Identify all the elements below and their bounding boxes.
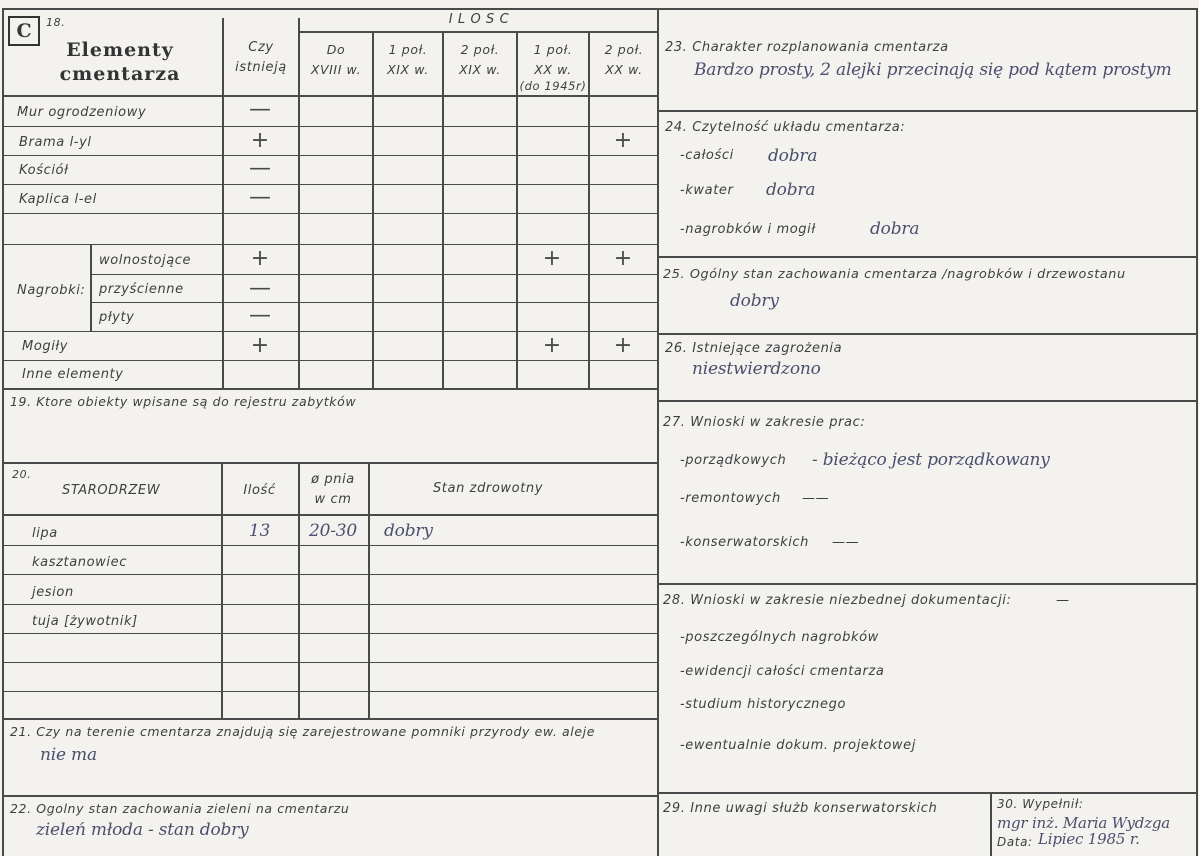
grid-line [2,388,658,390]
title-line: cmentarza [59,63,181,85]
quantity-mark: + [613,128,633,153]
header-line: XVIII w. [310,62,362,77]
header-line: XX w. [534,62,572,77]
grid-line [2,604,658,605]
exists-mark: + [250,333,270,358]
grid-line [2,213,658,214]
section-22-answer: zieleń młoda - stan dobry [36,820,249,840]
item-answer: dobra [870,219,920,239]
grid-line [90,302,658,303]
header-line: ø pnia [311,472,355,487]
grid-line [221,462,223,718]
col-header-name: STARODRZEW [62,483,161,498]
section-26-answer: niestwierdzono [692,359,821,379]
grid-line [298,31,658,33]
header-line: XIX w. [459,62,501,77]
list-item: -ewentualnie dokum. projektowej [680,738,916,753]
grid-line [368,462,370,718]
grid-line [2,244,658,245]
quantity-mark: + [542,333,562,358]
grid-line [657,400,1197,402]
item-answer: —— [832,535,860,550]
grid-line [2,184,658,185]
col-exists-header [224,38,298,78]
header-line: 1 poł. [388,42,428,57]
border-top [2,8,1197,10]
section-29-label: 29. Inne uwagi służb konserwatorskich [663,801,938,816]
section-28-label: 28. Wnioski w zakresie niezbednej dokumentacji: [663,593,1012,608]
section-21-answer: nie ma [40,745,97,765]
section-22-label: 22. Ogolny stan zachowania zieleni na cmentarzu [10,801,350,816]
section-23-label: 23. Charakter rozplanowania cmentarza [665,40,949,55]
section-28-dash: — [1056,593,1070,608]
section-23-answer: Bardzo prosty, 2 alejki przecinają się pod kątem prostym [694,60,1172,80]
grid-line [442,32,444,388]
section-27-label: 27. Wnioski w zakresie prac: [663,415,866,430]
tree-health: dobry [384,521,433,541]
grid-line [2,95,658,97]
item-answer: - bieżąco jest porządkowany [812,450,1050,470]
item-answer: dobra [766,180,816,200]
section-25-answer: dobry [730,291,779,311]
grid-line [372,32,374,388]
grid-line [2,360,658,361]
header-line: XX w. [605,62,643,77]
tree-name: lipa [32,526,58,541]
row-label: Mur ogrodzeniowy [17,105,147,120]
item-label: -remontowych [680,491,781,506]
exists-mark: — [249,185,271,210]
header-line: w cm [314,492,352,507]
section-number: 18. [46,16,66,29]
exists-mark: — [249,303,271,328]
item-label: -nagrobków i mogił [680,222,816,237]
section-30-label: 30. Wypełnił: [997,797,1084,811]
exists-mark: + [250,128,270,153]
item-label: -całości [680,148,734,163]
section-25-label: 25. Ogólny stan zachowania cmentarza /nagrobków i drzewostanu [663,267,1126,282]
tree-name: jesion [32,585,74,600]
grid-line [2,462,658,464]
section-number: 20. [12,468,32,481]
border-left [2,8,4,856]
header-line: 1 poł. [533,42,573,57]
row-label: Brama l-yl [19,135,92,150]
item-answer: dobra [768,146,818,166]
header-line: 2 poł. [460,42,500,57]
tree-name: kasztanowiec [32,555,127,570]
header-line: Do [326,42,346,57]
header-line: XIX w. [387,62,429,77]
list-item: -studium historycznego [680,697,847,712]
item-label: -kwater [680,183,734,198]
grid-line [90,274,658,275]
item-answer: —— [802,491,830,506]
exists-mark: — [249,156,271,181]
exists-mark: — [249,276,271,301]
grid-line [2,662,658,663]
border-right [1196,8,1198,856]
filled-by-name: mgr inż. Maria Wydzga [997,814,1171,832]
header-line: istnieją [235,60,287,75]
tree-qty: 13 [248,521,271,541]
row-label: płyty [99,310,135,325]
nagrobki-label: Nagrobki: [17,283,86,298]
grid-line [2,545,658,546]
section-26-label: 26. Istniejące zagrożenia [665,341,843,356]
col-header-diameter [298,470,368,510]
era-column-header [590,40,658,80]
section-title [40,38,200,86]
grid-line [2,795,658,797]
row-label: Kościół [19,163,69,178]
grid-line [657,583,1197,585]
grid-line [2,691,658,692]
item-label: -porządkowych [680,453,787,468]
col-header-health: Stan zdrowotny [432,481,544,496]
header-line: 2 poł. [604,42,644,57]
list-item: -poszczególnych nagrobków [680,630,879,645]
form-letter: C [8,16,40,46]
grid-line [990,792,992,856]
col-header-qty: Ilość [243,483,276,498]
tree-diameter: 20-30 [308,521,357,541]
item-label: -konserwatorskich [680,535,810,550]
era-column-header [374,40,442,80]
era-column-header [300,40,372,80]
grid-line [657,256,1197,258]
quantity-mark: + [613,333,633,358]
grid-line [2,633,658,634]
row-label: wolnostojące [99,253,192,268]
exists-mark: — [249,97,271,122]
header-line: (do 1945r) [519,79,587,93]
grid-line [657,333,1197,335]
era-column-header [444,40,516,80]
era-column-header [518,40,588,92]
grid-line [2,126,658,127]
list-item: -ewidencji całości cmentarza [680,664,885,679]
exists-mark: + [250,246,270,271]
quantity-mark: + [542,246,562,271]
grid-line [2,331,658,332]
grid-line [657,792,1197,794]
header-line: Czy [248,40,274,55]
section-24-label: 24. Czytelność układu cmentarza: [665,120,906,135]
grid-line [90,244,92,332]
section-21-label: 21. Czy na terenie cmentarza znajdują się zarejestrowane pomniki przyrody ew. aleje [10,724,596,739]
row-label: Kaplica l-el [19,192,97,207]
title-line: Elementy [66,39,174,61]
grid-line [657,110,1197,112]
row-label: Mogiły [22,339,69,354]
quantity-mark: + [613,246,633,271]
filled-date: Lipiec 1985 r. [1038,830,1140,848]
row-label: Inne elementy [22,367,124,382]
grid-line [2,514,658,516]
section-19-label: 19. Ktore obiekty wpisane są do rejestru zabytków [10,394,357,409]
row-label: przyścienne [99,282,184,297]
grid-line [2,574,658,575]
tree-name: tuja [żywotnik] [32,614,138,629]
quantity-header: I L O S C [448,12,510,27]
date-label: Data: [997,835,1033,849]
grid-line [2,718,658,720]
grid-line [2,155,658,156]
